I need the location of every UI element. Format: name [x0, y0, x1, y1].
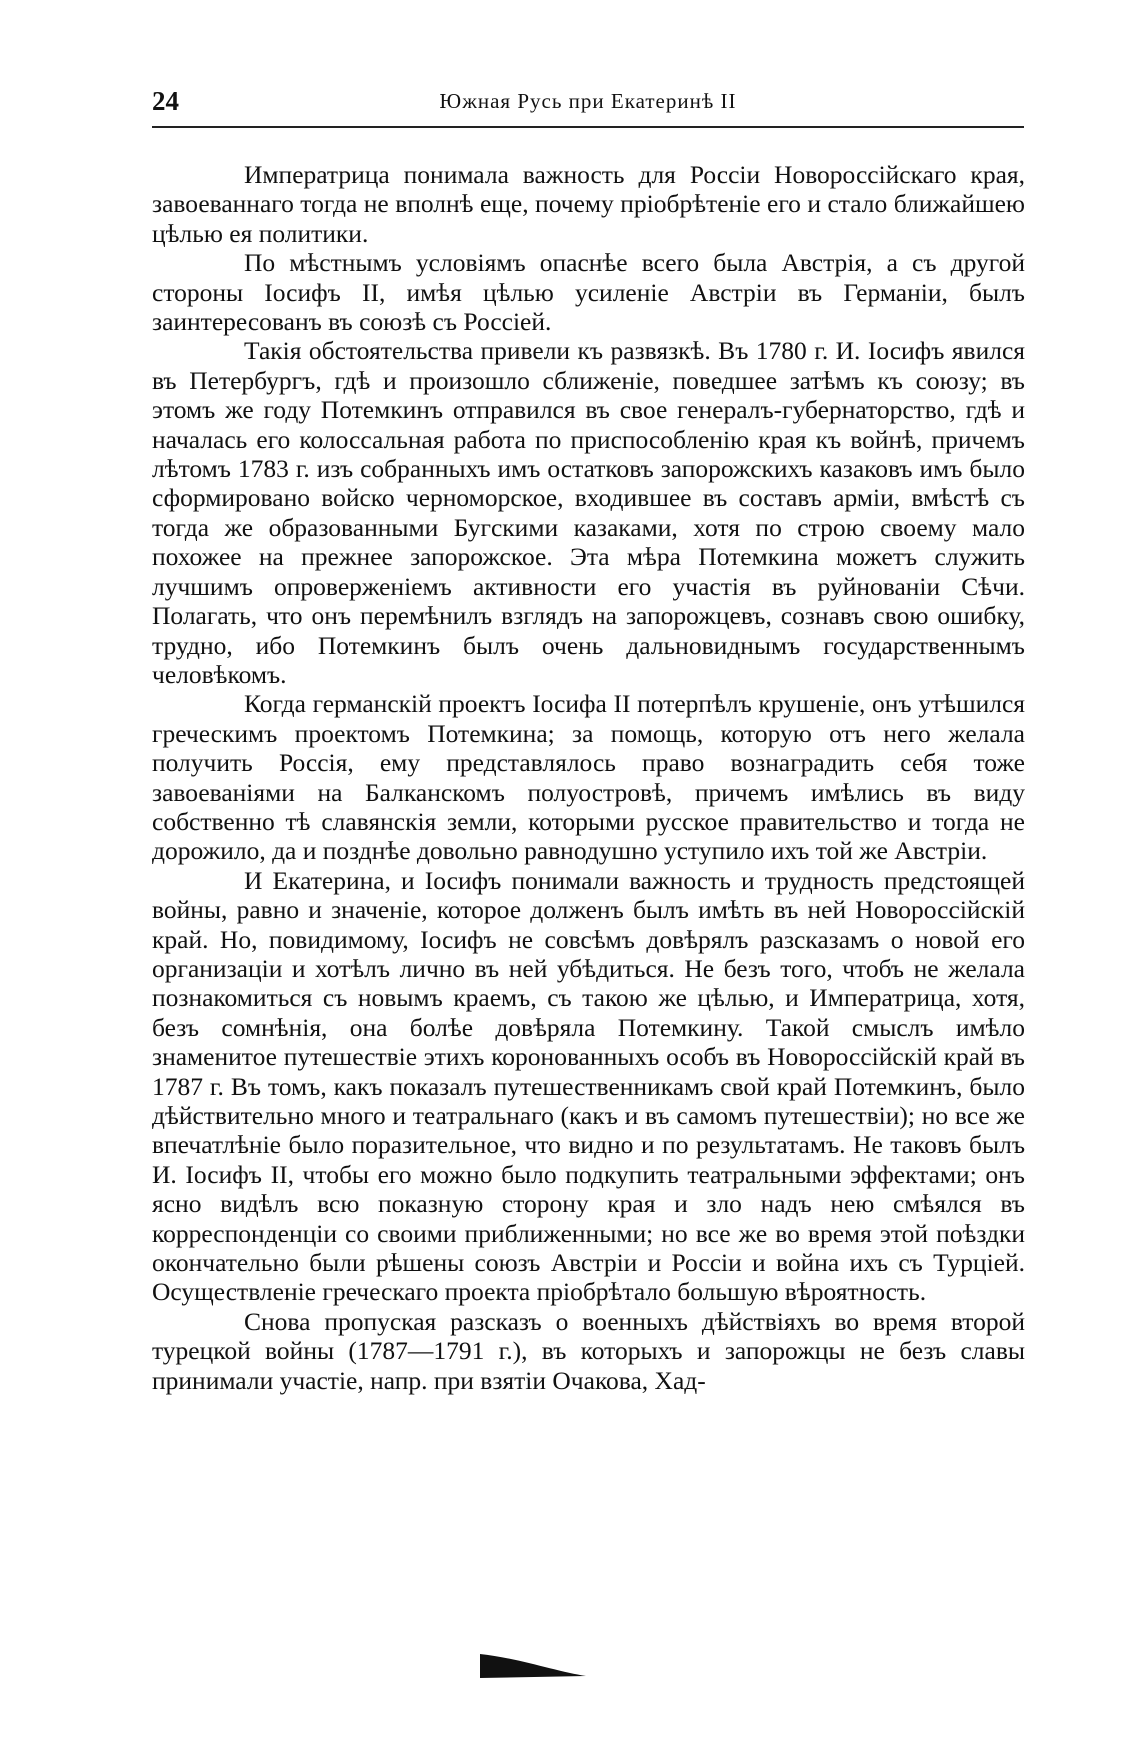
running-title: Южная Русь при Екатеринѣ II	[439, 89, 737, 113]
tailpiece-ornament	[478, 1650, 588, 1680]
paragraph: Снова пропуская разсказъ о военныхъ дѣйствіяхъ во время второй турецкой войны (1787—1791 г.), въ которыхъ и запорожцы не безъ славы принимали участіе, напр. при взятіи Очакова, Хад-	[152, 1306, 1025, 1395]
paragraph: По мѣстнымъ условіямъ опаснѣе всего была Австрія, а съ другой стороны Іосифъ II, имѣя цѣлью усиленіе Австріи въ Германіи, былъ заинтересованъ въ союзѣ съ Россіей.	[152, 248, 1025, 337]
paragraph: Когда германскій проектъ Іосифа II потерпѣлъ крушеніе, онъ утѣшился греческимъ проектомъ Потемкина; за помощь, которую отъ него желала получить Россія, ему представлялось право вознаградить себя тоже завоеваніями на Балканскомъ полуостровѣ, причемъ имѣлись въ виду собственно тѣ славянскія земли, которыми русское правительство и тогда не дорожило, да и позднѣе довольно равнодушно уступило ихъ той же Австріи.	[152, 689, 1025, 866]
paragraph: Императрица понимала важность для Россіи Новороссійскаго края, завоеваннаго тогда не вполнѣ еще, почему пріобрѣтеніе его и стало ближайшею цѣлью ея политики.	[152, 160, 1025, 248]
running-head	[152, 86, 1024, 128]
paragraph: И Екатерина, и Іосифъ понимали важность и трудность предстоящей войны, равно и значеніе, которое долженъ былъ имѣть въ ней Новороссійскій край. Но, повидимому, Іосифъ не совсѣмъ довѣрялъ разсказамъ о новой его организаціи и хотѣлъ лично въ ней убѣдиться. Не безъ того, чтобъ не желала познакомиться съ новымъ краемъ, съ такою же цѣлью, и Императрица, хотя, безъ сомнѣнія, она болѣе довѣряла Потемкину. Такой смыслъ имѣло знаменитое путешествіе этихъ коронованныхъ особъ въ Новороссійскій край въ 1787 г. Въ томъ, какъ показалъ путешественникамъ свой край Потемкинъ, было дѣйствительно много и театральнаго (какъ и въ самомъ путешествіи); но все же впечатлѣніе было поразительное, что видно и по результатамъ. Не таковъ былъ И. Іосифъ II, чтобы его можно было подкупить театральными эффектами; онъ ясно видѣлъ всю показную сторону края и зло надъ нею смѣялся въ корреспонденціи со своими приближенными; но все же во время этой поѣздки окончательно были рѣшены союзъ Австріи и Россіи и война ихъ съ Турціей. Осуществленіе греческаго проекта пріобрѣтало большую вѣроятность.	[152, 865, 1025, 1307]
page-number: 24	[152, 86, 179, 116]
paragraph: Такія обстоятельства привели къ развязкѣ. Въ 1780 г. И. Іосифъ явился въ Петербургъ, гдѣ и произошло сближеніе, поведшее затѣмъ къ союзу; въ этомъ же году Потемкинъ отправился въ свое генералъ-губернаторство, гдѣ и началась его колоссальная работа по приспособленію края къ войнѣ, причемъ лѣтомъ 1783 г. изъ собранныхъ имъ остатковъ запорожскихъ казаковъ имъ было сформировано войско черноморское, входившее въ составъ арміи, вмѣстѣ съ тогда же образованными Бугскими казаками, хотя по строю своему мало похожее на прежнее запорожское. Эта мѣра Потемкина можетъ служить лучшимъ опроверженіемъ активности его участія въ руйнованіи Сѣчи. Полагать, что онъ перемѣнилъ взглядъ на запорожцевъ, сознавъ свою ошибку, трудно, ибо Потемкинъ былъ очень дальновиднымъ государственнымъ человѣкомъ.	[152, 336, 1025, 689]
body-text	[152, 160, 1025, 1395]
